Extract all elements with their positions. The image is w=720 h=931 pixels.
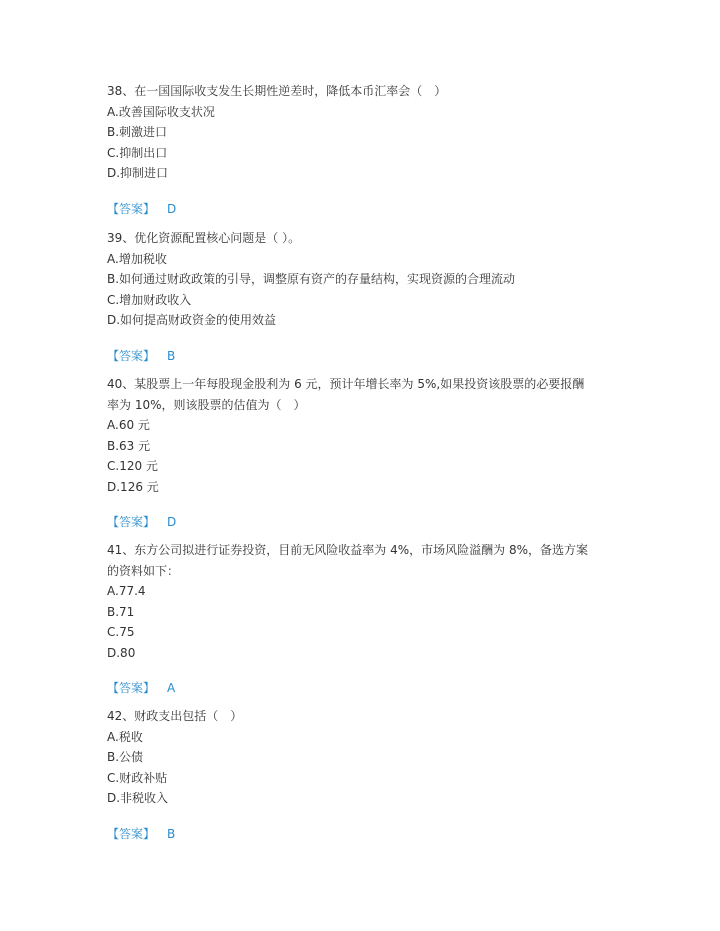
option-c: C.120 元 xyxy=(107,459,158,473)
question-40 xyxy=(107,374,627,532)
option-b: B.如何通过财政政策的引导，调整原有资产的存量结构，实现资源的合理流动 xyxy=(107,272,516,286)
question-42 xyxy=(107,706,627,844)
option-d: D.80 xyxy=(107,645,136,660)
question-stem: 42、财政支出包括（ ） xyxy=(107,709,243,723)
question-stem-line-1: 41、东方公司拟进行证券投资，目前无风险收益率为 4%，市场风险溢酬为 8%，备选方案 xyxy=(107,543,588,557)
option-a: A.77.4 xyxy=(107,584,146,598)
question-stem-line-1: 40、某股票上一年每股现金股利为 6 元，预计年增长率为 5%,如果投资该股票的必要报酬 xyxy=(107,377,585,391)
option-a: A.60 元 xyxy=(107,418,150,432)
answer-label: 【答案】 xyxy=(107,348,156,363)
option-b: B.公债 xyxy=(107,750,144,764)
option-d: D.如何提高财政资金的使用效益 xyxy=(107,313,277,327)
answer-row xyxy=(107,346,627,366)
question-39 xyxy=(107,228,627,366)
option-d: D.126 元 xyxy=(107,479,159,494)
answer-label: 【答案】 xyxy=(107,515,156,529)
answer-value: B xyxy=(167,348,176,363)
answer-label: 【答案】 xyxy=(107,826,156,841)
answer-row xyxy=(107,678,627,698)
answer-row xyxy=(107,199,627,219)
option-c: C.抑制出口 xyxy=(107,145,168,160)
option-d: D.抑制进口 xyxy=(107,166,169,180)
option-a: A.税收 xyxy=(107,729,143,744)
option-a: A.改善国际收支状况 xyxy=(107,104,215,119)
option-b: B.63 元 xyxy=(107,438,151,453)
answer-value: B xyxy=(167,826,176,841)
question-stem: 38、在一国国际收支发生长期性逆差时，降低本币汇率会（ ） xyxy=(107,84,447,98)
option-d: D.非税收入 xyxy=(107,791,169,805)
question-stem-line-2: 的资料如下： xyxy=(107,563,180,578)
question-stem: 39、优化资源配置核心问题是（ ）。 xyxy=(107,231,301,245)
answer-value: D xyxy=(167,201,177,216)
option-b: B.刺激进口 xyxy=(107,125,168,139)
answer-label: 【答案】 xyxy=(107,201,156,216)
answer-row xyxy=(107,512,627,532)
option-a: A.增加税收 xyxy=(107,251,167,266)
question-38 xyxy=(107,81,627,219)
answer-value: D xyxy=(167,515,177,529)
question-stem-line-2: 率为 10%，则该股票的估值为（ ） xyxy=(107,397,306,412)
option-c: C.增加财政收入 xyxy=(107,292,192,307)
answer-row xyxy=(107,824,627,844)
option-b: B.71 xyxy=(107,604,135,619)
answer-label: 【答案】 xyxy=(107,681,156,695)
option-c: C.财政补贴 xyxy=(107,770,168,785)
question-41 xyxy=(107,540,627,698)
option-c: C.75 xyxy=(107,625,135,639)
answer-value: A xyxy=(167,681,176,695)
